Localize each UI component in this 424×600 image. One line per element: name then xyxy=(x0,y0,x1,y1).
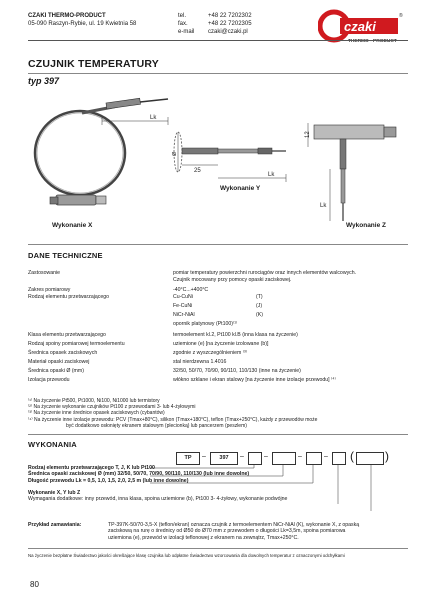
title-divider xyxy=(28,73,408,74)
code-dash: – xyxy=(240,453,244,460)
fax-value: +48 22 7202305 xyxy=(208,21,252,27)
footnotes xyxy=(28,398,408,429)
email-value[interactable]: czaki@czaki.pl xyxy=(208,29,248,35)
tel-value: +48 22 7202302 xyxy=(208,13,252,19)
example-label: Przykład zamawiania: xyxy=(28,522,82,528)
header-divider xyxy=(28,40,408,41)
code-dash: – xyxy=(298,453,302,460)
example-line: zaciskową na rurę o średnicy od Ø50 do Ø70 mm z przewodem o długości Lk=3,5m, spoina pomiarowa xyxy=(108,528,346,535)
caption-x: Wykonanie X xyxy=(52,222,93,229)
spec-row: opornik platynowy (Pt100)⁽¹⁾ xyxy=(173,321,238,327)
lk-dimension-z: Lk xyxy=(320,203,327,209)
code-paren-open: ( xyxy=(350,449,354,463)
page-number: 80 xyxy=(30,580,39,589)
figure-x xyxy=(22,95,172,235)
spec-heading: DANE TECHNICZNE xyxy=(28,251,103,260)
spec-row: Rodzaj spoiny pomiarowej termoelementu uziemione (e) [na życzenie izolowane (b)] xyxy=(28,341,269,347)
tel-label: tel. xyxy=(178,13,187,19)
example-line: TP-397K-50/70-3,5-X (teflon/ekran) oznacza czujnik z termoelementem NiCr-NiAl (K), wykonanie X, z opaską xyxy=(108,522,360,528)
code-dash: – xyxy=(264,453,268,460)
code-box-tp: TP xyxy=(176,452,200,465)
logo-wordmark: czaki xyxy=(344,19,376,34)
company-logo xyxy=(318,8,408,48)
spec-row: Czujnik mocowany przy pomocy opaski zaciskowej. xyxy=(173,277,292,283)
spec-row: Zakres pomiarowy -40°C...+400°C xyxy=(28,287,209,293)
code-paren-close: ) xyxy=(385,449,389,463)
spec-row: Materiał opaski zaciskowej stal nierdzewna 1.4016 xyxy=(28,359,227,365)
order-line: Wykonanie X, Y lub Z xyxy=(28,489,81,496)
spec-row: Izolacja przewodu włókno szklane i ekran stalowy [na życzenie inne izolacje przewodu] ⁽⁴⁾ xyxy=(28,377,336,383)
figure-y xyxy=(168,120,288,190)
company-info xyxy=(28,12,136,28)
email-label: e-mail xyxy=(178,29,195,35)
registered-mark: ® xyxy=(399,13,403,19)
spec-divider xyxy=(28,244,408,245)
order-line: Długość przewodu Lk = 0,5, 1,0, 1,5, 2,0, 2,5 m (lub inne dowolne) xyxy=(28,477,189,484)
note-item: ⁽¹⁾ Na życzenie Pt500, Pt1000, Ni100, Ni1000 lub termistory xyxy=(28,398,160,404)
page-subtitle: typ 397 xyxy=(28,76,60,86)
order-legend xyxy=(28,465,287,502)
caption-y: Wykonanie Y xyxy=(220,185,261,192)
footer-divider xyxy=(28,548,408,549)
fax-label: fax. xyxy=(178,21,188,27)
logo-tagline: THERMO - PRODUCT xyxy=(348,39,397,44)
company-address: 05-090 Raszyn-Rybie, ul. 19 Kwietnia 58 xyxy=(28,21,137,27)
code-dash: – xyxy=(324,453,328,460)
spec-row: Średnica opaski Ø (mm) 32/50, 50/70, 70/90, 90/110, 110/130 (inne na życzenie) xyxy=(28,368,301,374)
diameter-label: Ø xyxy=(172,151,178,156)
figure-z xyxy=(300,95,410,225)
dim-25-label: 25 xyxy=(194,168,201,174)
spec-row: Klasa elementu przetwarzającego termoelement kl.2, Pt100 kl.B (inna klasa na życzenie) xyxy=(28,332,298,338)
order-line: Rodzaj elementu przetwarzającego T, J, K lub Pt100 xyxy=(28,465,155,471)
spec-row: Rodzaj elementu przetwarzającego Cu-CuNi (T) xyxy=(28,294,263,300)
caption-z: Wykonanie Z xyxy=(346,222,386,229)
note-item: ⁽²⁾ Na życzenie wykonanie czujników Pt100 z przewodami 3- lub 4-żyłowymi xyxy=(28,404,196,411)
company-name: CZAKI THERMO-PRODUCT xyxy=(28,13,106,19)
order-divider xyxy=(28,434,408,435)
spec-row: Średnica opasek zaciskowych zgodnie z wyszczególnieniem ⁽³⁾ xyxy=(28,350,248,356)
code-box-type: 397 xyxy=(210,452,238,465)
lk-dimension-y: Lk xyxy=(268,172,275,178)
lk-dimension-x: Lk xyxy=(150,115,157,121)
page-title: CZUJNIK TEMPERATURY xyxy=(28,58,159,70)
order-line: Wymagania dodatkowe: inny przewód, inna klasa, spoina uziemione (b), Pt100 3- 4-żyłowy, wykonanie podwójne xyxy=(28,496,288,503)
certificate-note: Na życzenie bezpłatne Świadectwo jakości określające klasę czujnika lub odpłatne Świadectwo wzorcowania dla dowolnych temperatur z oznaczonymi odchyłkami xyxy=(28,553,345,558)
spec-row: Zastosowanie pomiar temperatury powierzchni rurociągów oraz innych elementów walcowych. xyxy=(28,270,357,276)
order-heading: WYKONANIA xyxy=(28,440,77,449)
note-item: ⁽³⁾ Na życzenie inne średnice opasek zaciskowych (cybantów) xyxy=(28,410,165,417)
example-text xyxy=(108,522,408,541)
example-line: uziemiona (e), przewód w izolacji teflonowej z ekranem na zewnątrz, Tmax+250°C. xyxy=(108,534,299,541)
note-item: być dodatkowo osłonięty ekranem stalowym (plecionką) lub pancerzem (peszlem) xyxy=(66,422,247,429)
code-dash: – xyxy=(202,453,206,460)
note-item: ⁽⁴⁾ Na życzenie inne izolacje przewodu: PCV (Tmax+80°C), silikon (Tmax+180°C), teflon (Tmax+250°C), każdy z przewodów może xyxy=(28,416,318,423)
contact-info xyxy=(178,12,298,36)
spec-row: NiCr-NiAl (K) xyxy=(173,312,263,318)
spec-row: Fe-CuNi (J) xyxy=(173,303,263,309)
order-line: Średnica opaski zaciskowej Ø (mm) 32/50, 50/70, 70/90, 90/110, 110/130 (lub inne dowolne) xyxy=(28,471,250,478)
dim-12-label: 12 xyxy=(305,131,311,138)
